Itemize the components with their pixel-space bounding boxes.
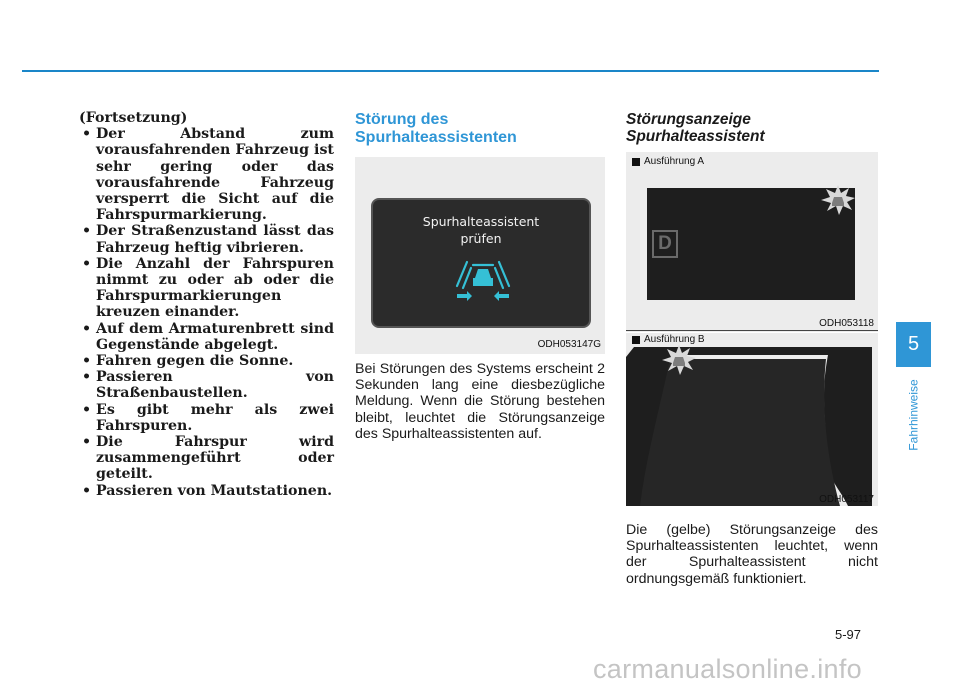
list-item: • Auf dem Armaturenbrett sind Gegenstände abgelegt. <box>79 321 334 353</box>
list-item: • Der Straßenzustand lässt das Fahrzeug heftig vibrieren. <box>79 223 334 255</box>
list-item: • Es gibt mehr als zwei Fahrspuren. <box>79 402 334 434</box>
figure-code: ODH053117 <box>819 494 874 505</box>
list-item: • Fahren gegen die Sonne. <box>79 353 334 369</box>
display-message-line1: Spurhalteassistent <box>422 214 540 229</box>
square-bullet-icon <box>632 336 640 344</box>
conditions-list <box>79 126 334 499</box>
indicator-heading <box>626 111 878 145</box>
figure-code: ODH053147G <box>537 339 601 350</box>
figure-version-a <box>626 152 878 332</box>
lane-assist-warning-icon <box>662 345 696 375</box>
page-number: 5-97 <box>835 627 862 642</box>
indicator-description: Die (gelbe) Störungsanzeige des Spurhalteassistenten leuchtet, wenn der Spurhalteassistent nicht ordnungsgemäß funktioniert. <box>626 522 878 587</box>
list-item: • Passieren von Straßenbaustellen. <box>79 369 334 401</box>
gear-indicator: D <box>652 230 678 258</box>
chapter-label: Fahrhinweise <box>906 379 921 451</box>
lane-assist-icon <box>453 256 513 302</box>
lane-assist-warning-icon <box>821 185 855 215</box>
header-rule <box>22 70 879 72</box>
section-title: Störung des Spurhalteassistenten <box>355 111 517 146</box>
caption-version-a: Ausführung A <box>632 156 704 167</box>
square-bullet-icon <box>632 158 640 166</box>
display-message-line2: prüfen <box>460 231 502 246</box>
indicator-title-line2: Spurhalteassistent <box>626 128 765 145</box>
conditions-column <box>79 110 334 499</box>
list-item: • Die Fahrspur wird zusammengeführt oder geteilt. <box>79 434 334 483</box>
figure-version-b <box>626 333 878 506</box>
fault-description: Bei Störungen des Systems erscheint 2 Sekunden lang eine diesbezügliche Meldung. Wenn die Störung bestehen bleibt, leuchtet die Störungsanzeige des Spurhalteassistenten auf. <box>355 361 605 442</box>
watermark: carmanualsonline.info <box>593 654 862 684</box>
list-item: • Die Anzahl der Fahrspuren nimmt zu oder ab oder die Fahrspurmarkierungen kreuzen einander. <box>79 256 334 321</box>
cluster-display <box>371 198 591 328</box>
list-item: • Passieren von Mautstationen. <box>79 483 334 499</box>
continuation-label: (Fortsetzung) <box>79 110 188 126</box>
figure-code: ODH053118 <box>819 318 874 329</box>
cluster-message-figure <box>355 157 605 354</box>
caption-version-b: Ausführung B <box>632 334 705 345</box>
list-item: • Der Abstand zum vorausfahrenden Fahrzeug ist sehr gering oder das vorausfahrende Fahrzeug versperrt die Sicht auf die Fahrspurmarkierung. <box>79 126 334 223</box>
chapter-tab: 5 <box>896 322 931 367</box>
indicator-title-line1: Störungsanzeige <box>626 111 751 128</box>
section-heading <box>355 111 605 147</box>
figure-divider <box>626 330 878 331</box>
